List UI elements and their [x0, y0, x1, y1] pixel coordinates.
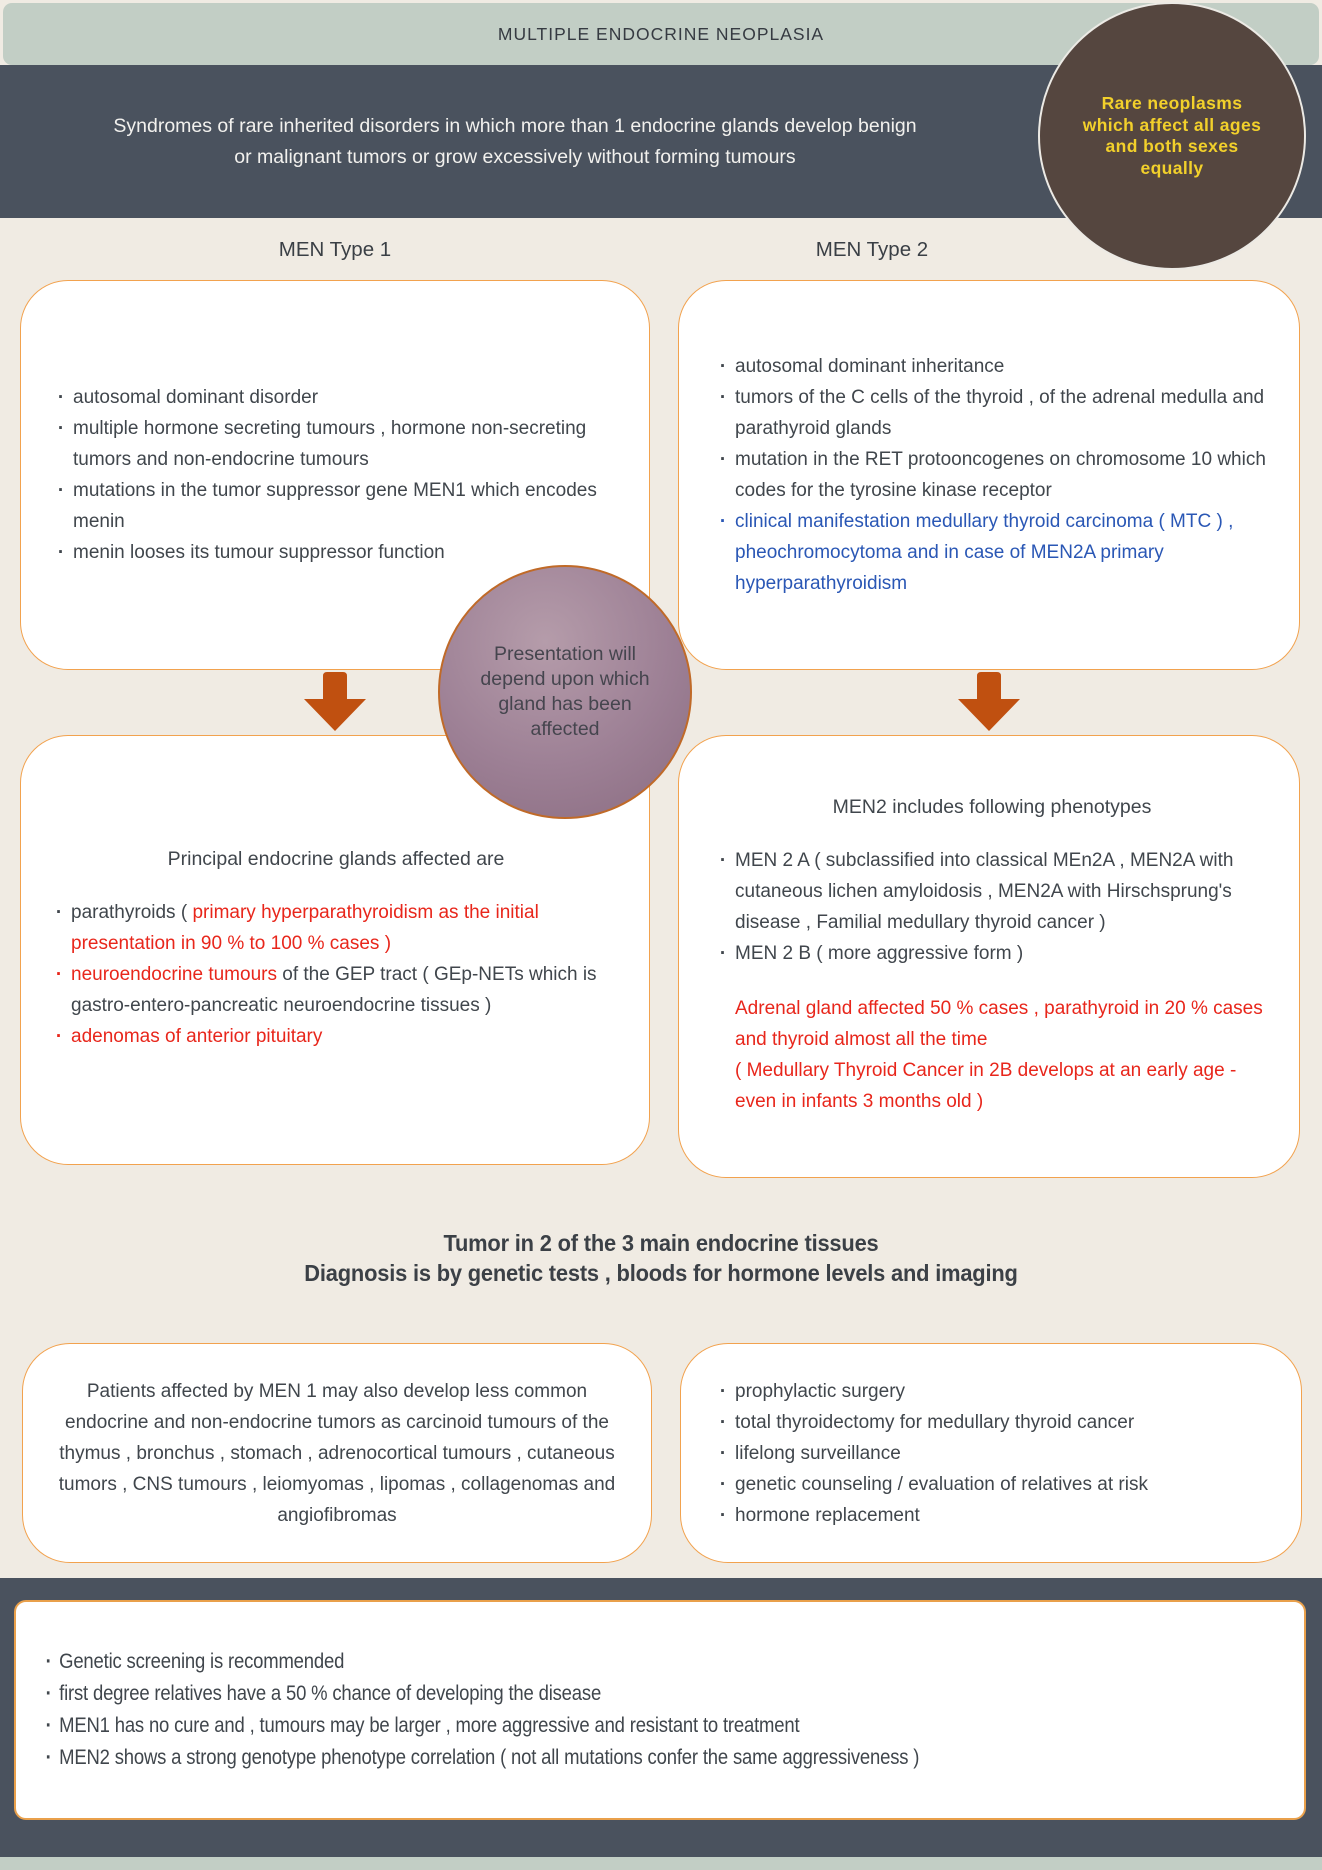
list-item: · total thyroidectomy for medullary thyroid cancer — [711, 1407, 1281, 1438]
list-item: · tumors of the C cells of the thyroid , of the adrenal medulla and parathyroid glands — [711, 382, 1273, 444]
bullet-icon: · — [45, 1714, 52, 1737]
bullet-icon: · — [57, 387, 65, 408]
bullet-icon: · — [719, 356, 727, 377]
bottom-strip — [0, 1857, 1322, 1870]
bullet-icon: · — [719, 387, 727, 408]
list-item: · Genetic screening is recommended — [38, 1646, 1296, 1678]
bullet-icon: · — [57, 418, 65, 439]
list-item: · mutations in the tumor suppressor gene MEN1 which encodes menin — [49, 475, 623, 537]
list-item: · menin looses its tumour suppressor function — [49, 537, 623, 568]
intro-text — [40, 65, 990, 218]
intro-line-2: or malignant tumors or grow excessively without forming tumours — [234, 145, 796, 168]
bullet-icon: · — [719, 511, 727, 532]
rare-neoplasms-badge — [1038, 2, 1306, 270]
list-item: · MEN 2 A ( subclassified into classical MEn2A , MEN2A with cutaneous lichen amyloidosis , MEN2A with Hirschsprung's disease , Familial medullary thyroid cancer ) — [711, 845, 1273, 938]
list-item: · MEN 2 B ( more aggressive form ) — [711, 938, 1273, 969]
list-item: · multiple hormone secreting tumours , hormone non-secreting tumors and non-endocrine tumours — [49, 413, 623, 475]
men1-heading: MEN Type 1 — [278, 238, 392, 261]
men1-other-tumors-text: Patients affected by MEN 1 may also develop less common endocrine and non-endocrine tumors as carcinoid tumours of the thymus , bronchus , stomach , adrenocortical tumours , cutaneous tumors , CNS tumours , leiomyomas , lipomas , collagenomas and angiofibromas — [58, 1380, 616, 1526]
list-item: · parathyroids ( primary hyperparathyroidism as the initial presentation in 90 % to 100 % cases ) — [47, 897, 625, 959]
footer-notes-list — [38, 1646, 1296, 1774]
rare-neoplasms-text: Rare neoplasms which affect all ages and both sexes equally — [1082, 93, 1262, 178]
list-item: · clinical manifestation medullary thyroid carcinoma ( MTC ) , pheochromocytoma and in case of MEN2A primary hyperparathyroidism — [711, 506, 1273, 599]
card-title: Principal endocrine glands affected are — [167, 848, 505, 870]
list-item: · autosomal dominant inheritance — [711, 351, 1273, 382]
down-arrow-men2-icon — [956, 672, 1022, 732]
bullet-icon: · — [719, 943, 727, 964]
down-arrow-men1-icon — [302, 672, 368, 732]
diagnosis-line-2: Diagnosis is by genetic tests , bloods for hormone levels and imaging — [304, 1260, 1018, 1286]
list-item: · neuroendocrine tumours of the GEP tract ( GEp-NETs which is gastro-entero-pancreatic neuroendocrine tissues ) — [47, 959, 625, 1021]
men2-overview-card — [678, 280, 1300, 670]
bullet-icon: · — [719, 1473, 727, 1495]
men2-management-card — [680, 1343, 1302, 1563]
men2-adrenal-note: Adrenal gland affected 50 % cases , parathyroid in 20 % cases and thyroid almost all the time ( Medullary Thyroid Cancer in 2B develops at an early age -even in infants 3 months old ) — [735, 998, 1263, 1112]
presentation-circle — [438, 565, 692, 819]
bullet-icon: · — [45, 1746, 52, 1769]
bullet-icon: · — [45, 1682, 52, 1705]
intro-line-1: Syndromes of rare inherited disorders in which more than 1 endocrine glands develop benign — [113, 114, 917, 137]
men2-heading: MEN Type 2 — [815, 238, 929, 261]
bullet-icon: · — [719, 1411, 727, 1433]
diagnosis-note — [46, 1228, 1275, 1288]
list-item: · MEN1 has no cure and , tumours may be larger , more aggressive and resistant to treatment — [38, 1710, 1296, 1742]
men2-phenotypes-card — [678, 735, 1300, 1178]
bullet-icon: · — [55, 1026, 63, 1047]
bullet-icon: · — [55, 964, 63, 985]
bullet-icon: · — [719, 1504, 727, 1526]
bullet-icon: · — [719, 850, 727, 871]
bullet-icon: · — [57, 480, 65, 501]
bullet-icon: · — [45, 1650, 52, 1673]
bullet-icon: · — [55, 902, 63, 923]
bullet-icon: · — [57, 542, 65, 563]
list-item: · adenomas of anterior pituitary — [47, 1021, 625, 1052]
bullet-icon: · — [719, 1380, 727, 1402]
presentation-text: Presentation will depend upon which gland has been affected — [480, 643, 650, 740]
card-title: MEN2 includes following phenotypes — [832, 796, 1152, 818]
list-item: · MEN2 shows a strong genotype phenotype correlation ( not all mutations confer the same aggressiveness ) — [38, 1742, 1296, 1774]
list-item: · hormone replacement — [711, 1500, 1281, 1531]
list-item: · prophylactic surgery — [711, 1376, 1281, 1407]
list-item: · autosomal dominant disorder — [49, 382, 623, 413]
list-item: · lifelong surveillance — [711, 1438, 1281, 1469]
diagnosis-line-1: Tumor in 2 of the 3 main endocrine tissues — [443, 1230, 879, 1256]
page-title: MULTIPLE ENDOCRINE NEOPLASIA — [497, 23, 825, 44]
list-item: · genetic counseling / evaluation of relatives at risk — [711, 1469, 1281, 1500]
bullet-icon: · — [719, 449, 727, 470]
bullet-icon: · — [719, 1442, 727, 1464]
list-item: · first degree relatives have a 50 % chance of developing the disease — [38, 1678, 1296, 1710]
footer-notes-card — [14, 1600, 1306, 1820]
list-item: · mutation in the RET protooncogenes on chromosome 10 which codes for the tyrosine kinase receptor — [711, 444, 1273, 506]
men1-other-tumors-card — [22, 1343, 652, 1563]
